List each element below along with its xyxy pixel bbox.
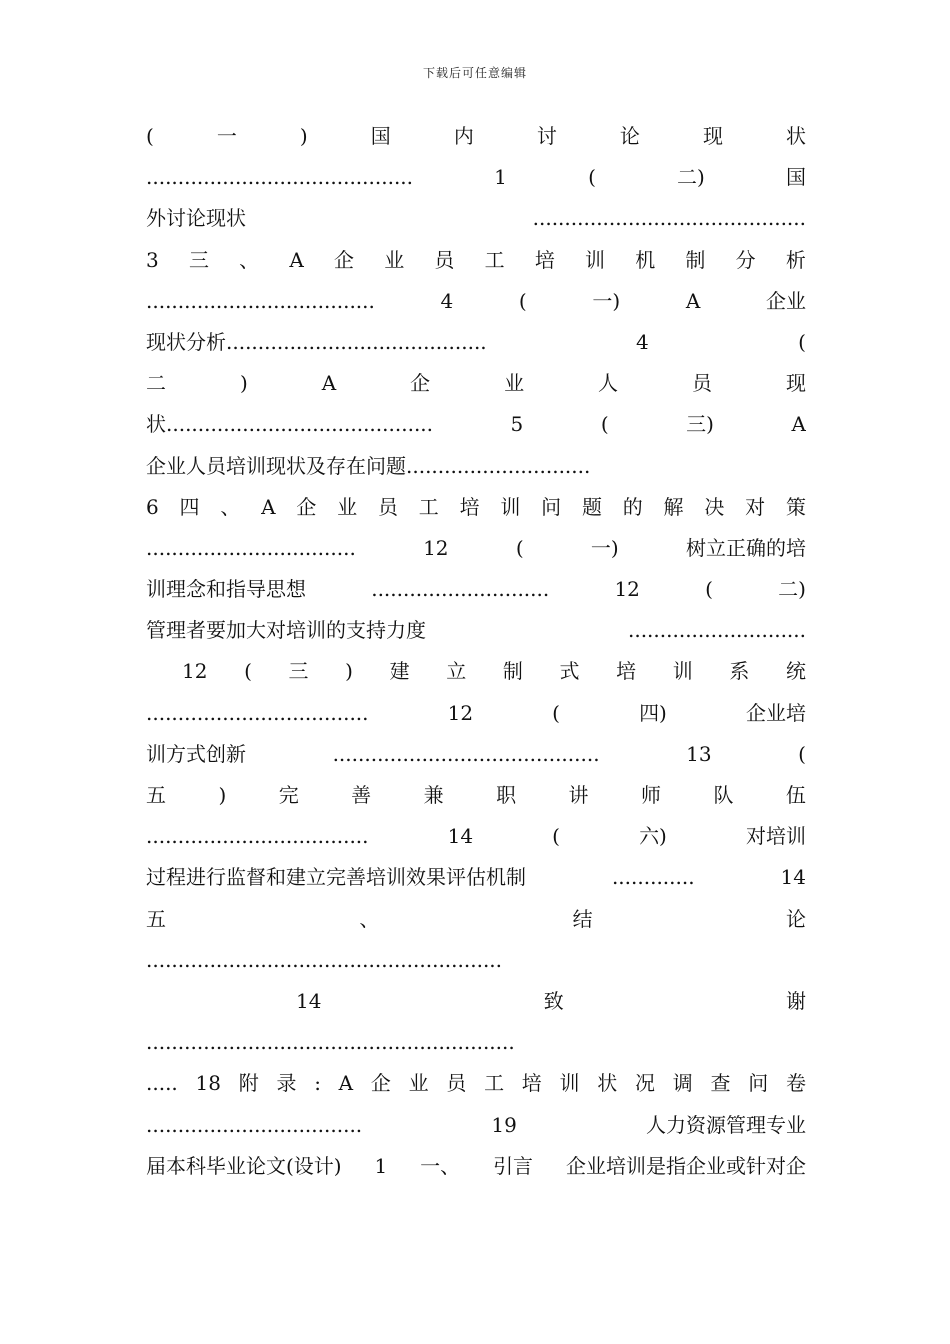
text-line (146, 693, 806, 734)
text-token: 解 (663, 494, 684, 519)
text-token: 人 (598, 371, 619, 396)
text-token: 1 (374, 1153, 388, 1178)
text-token: 结 (572, 906, 593, 931)
text-token: 论 (619, 124, 640, 148)
text-token: ........................................... (532, 206, 806, 231)
text-line (146, 569, 806, 610)
text-line (146, 157, 806, 198)
text-token: 四 (179, 494, 200, 519)
text-token: 6 (146, 494, 159, 519)
text-token: 企业 (765, 288, 806, 313)
text-token: 工 (484, 247, 505, 272)
text-line (146, 240, 806, 281)
text-token: 业 (384, 247, 405, 272)
text-token: A (685, 288, 701, 313)
text-token: A (791, 412, 806, 437)
text-token: 三) (686, 412, 714, 437)
text-line (146, 899, 806, 940)
text-token: 况 (635, 1071, 655, 1096)
text-token: 制 (685, 247, 706, 272)
text-token: 兼 (423, 783, 444, 807)
text-token: 职 (496, 783, 517, 807)
text-token: 19 (491, 1112, 517, 1137)
text-token: 企业人员培训现状及存在问题............................. (146, 453, 591, 478)
text-token: 讲 (568, 783, 589, 807)
text-line (146, 1022, 806, 1063)
text-token: 状 (786, 124, 806, 148)
text-token: 善 (351, 783, 372, 807)
text-token: 业 (337, 494, 358, 519)
text-token: 管理者要加大对培训的支持力度 (146, 618, 426, 643)
text-token: 分 (735, 247, 756, 272)
text-line (146, 116, 806, 157)
text-token: 三 (288, 659, 309, 684)
text-token: ) (239, 371, 248, 396)
text-line (146, 775, 806, 816)
text-token: 、 (359, 906, 380, 931)
text-token: ) (218, 783, 227, 807)
text-token: 工 (418, 494, 439, 519)
text-token: .......................................... (146, 165, 414, 190)
text-token: ............................ (627, 618, 806, 643)
text-token: ) (299, 124, 308, 148)
text-token: 员 (434, 247, 455, 272)
text-token: 一 (216, 124, 237, 148)
text-token: 谢 (785, 988, 806, 1013)
text-token: 二) (778, 577, 806, 602)
text-token: 14 (296, 988, 322, 1013)
text-token: 六) (639, 824, 667, 849)
text-token: ( (588, 165, 596, 190)
text-token: ( (600, 412, 609, 437)
text-token: A (261, 494, 276, 519)
text-token: 培 (616, 659, 637, 684)
text-token: 企 (296, 494, 317, 519)
text-token: 讨 (536, 124, 557, 148)
text-token: ( (518, 288, 527, 313)
text-token: ( (705, 577, 713, 602)
text-token: 训 (559, 1071, 580, 1096)
text-token: 、 (239, 247, 260, 272)
text-line (146, 651, 806, 692)
text-token: 一) (590, 535, 619, 560)
text-line (146, 528, 806, 569)
text-token: 现状分析......................................... (146, 329, 487, 354)
text-token: 训理念和指导思想 (146, 577, 306, 602)
text-token: 对 (745, 494, 766, 519)
text-token: 状.......................................... (146, 412, 434, 437)
text-token: ( (552, 700, 560, 725)
text-token: ( (146, 124, 154, 148)
text-token: 系 (729, 659, 750, 684)
text-token: 对培训 (745, 824, 806, 849)
text-line (146, 816, 806, 857)
text-token: 树立正确的培 (686, 535, 806, 560)
text-token: 国 (786, 165, 806, 190)
text-token: 一) (592, 288, 621, 313)
text-token: 员 (377, 494, 398, 519)
text-token: .......................................................... (146, 1030, 515, 1055)
text-token: ................................. (146, 535, 356, 560)
text-token: ........................................................ (146, 947, 503, 972)
text-token: 过程进行监督和建立完善培训效果评估机制 (146, 865, 526, 890)
text-token: 员 (446, 1071, 467, 1096)
text-token: 二) (677, 165, 705, 190)
text-token: A (321, 371, 337, 396)
text-token: 问 (541, 494, 562, 519)
text-token: 4 (636, 329, 649, 354)
text-token: 统 (785, 659, 806, 684)
text-token: .................................. (146, 1112, 363, 1137)
text-token: 致 (543, 988, 564, 1013)
text-token: ................................... (146, 700, 369, 725)
text-token: 14 (780, 865, 806, 890)
text-token: 企业培 (745, 700, 806, 725)
text-token: ) (345, 659, 353, 684)
text-token: 届本科毕业论文(设计) (146, 1153, 342, 1178)
text-token: 立 (446, 659, 467, 684)
text-token: 问 (748, 1071, 769, 1096)
text-token: ( (244, 659, 252, 684)
text-line (146, 446, 806, 487)
text-token: 12 (423, 535, 449, 560)
text-token: 业 (504, 371, 525, 396)
text-token: 一、 (420, 1153, 461, 1178)
text-line (146, 1146, 806, 1187)
text-token: 训 (672, 659, 693, 684)
text-token: 四) (639, 700, 667, 725)
text-token: 业 (408, 1071, 429, 1096)
text-line (146, 363, 806, 404)
text-line (146, 1063, 806, 1104)
text-token: 企 (370, 1071, 391, 1096)
text-token: 机 (635, 247, 656, 272)
text-token: 3 (146, 247, 159, 272)
text-token: 状 (597, 1071, 618, 1096)
text-token: 二 (146, 371, 166, 396)
text-token: 三 (188, 247, 209, 272)
text-token: 工 (484, 1071, 505, 1096)
text-token: 完 (278, 783, 299, 807)
text-token: 国 (370, 124, 391, 148)
text-token: ................................... (146, 824, 369, 849)
text-token: .......................................... (332, 741, 600, 766)
text-token: 、 (220, 494, 241, 519)
text-token: 附 (238, 1071, 259, 1096)
text-token: .................................... (146, 288, 375, 313)
page-header: 下载后可任意编辑 (422, 66, 527, 80)
text-token: 队 (713, 783, 734, 807)
text-line (146, 734, 806, 775)
text-line (146, 404, 806, 445)
text-token: 五 (146, 906, 166, 931)
text-token: 18 (195, 1071, 221, 1096)
text-token: 12 (614, 577, 640, 602)
text-token: 培 (534, 247, 555, 272)
text-token: 训 (585, 247, 606, 272)
text-token: 训方式创新 (146, 741, 246, 766)
text-token: 五 (146, 783, 166, 807)
text-line (146, 198, 806, 239)
text-token: 制 (502, 659, 523, 684)
text-token: 企业培训是指企业或针对企 (565, 1153, 806, 1178)
text-token: 调 (672, 1071, 693, 1096)
text-token: 策 (785, 494, 806, 519)
text-line (146, 1105, 806, 1146)
text-token: 企 (410, 371, 431, 396)
text-token: 12 (447, 700, 474, 725)
text-line (146, 940, 806, 981)
text-token: 人力资源管理专业 (645, 1112, 806, 1137)
text-token: ..... (146, 1071, 178, 1096)
text-token: 企 (334, 247, 354, 272)
text-token: A (338, 1071, 354, 1096)
text-token: 现 (785, 371, 806, 396)
text-token: 式 (559, 659, 580, 684)
text-line (146, 322, 806, 363)
text-token: 卷 (785, 1071, 806, 1096)
text-line (146, 487, 806, 528)
text-token: ( (552, 824, 560, 849)
text-token: ............................ (371, 577, 550, 602)
text-token: 训 (500, 494, 521, 519)
text-token: 现 (702, 124, 723, 148)
text-token: 4 (440, 288, 454, 313)
text-token: 伍 (785, 783, 806, 807)
text-line (146, 981, 806, 1022)
text-token: : (314, 1071, 321, 1096)
text-token: ( (798, 329, 806, 354)
text-token: 12 (182, 659, 208, 684)
document-body (146, 116, 806, 1187)
text-token: 引言 (493, 1153, 534, 1178)
text-token: 析 (785, 247, 806, 272)
text-token: 外讨论现状 (146, 206, 246, 231)
text-line (146, 610, 806, 651)
text-token: 论 (785, 906, 806, 931)
text-token: 员 (691, 371, 712, 396)
text-token: A (289, 247, 304, 272)
text-token: 题 (581, 494, 602, 519)
text-token: 培 (459, 494, 480, 519)
text-token: 建 (389, 659, 410, 684)
text-token: 13 (686, 741, 712, 766)
text-line (146, 857, 806, 898)
text-token: 1 (494, 165, 507, 190)
text-token: 决 (704, 494, 725, 519)
text-line (146, 281, 806, 322)
text-token: 录 (276, 1071, 297, 1096)
text-token: ............. (611, 865, 695, 890)
text-token: 的 (622, 494, 643, 519)
text-token: 查 (710, 1071, 731, 1096)
text-token: ( (515, 535, 524, 560)
text-token: 14 (447, 824, 474, 849)
text-token: ( (798, 741, 806, 766)
text-token: 5 (510, 412, 524, 437)
text-token: 内 (453, 124, 474, 148)
text-token: 师 (640, 783, 661, 807)
text-token: 培 (521, 1071, 542, 1096)
